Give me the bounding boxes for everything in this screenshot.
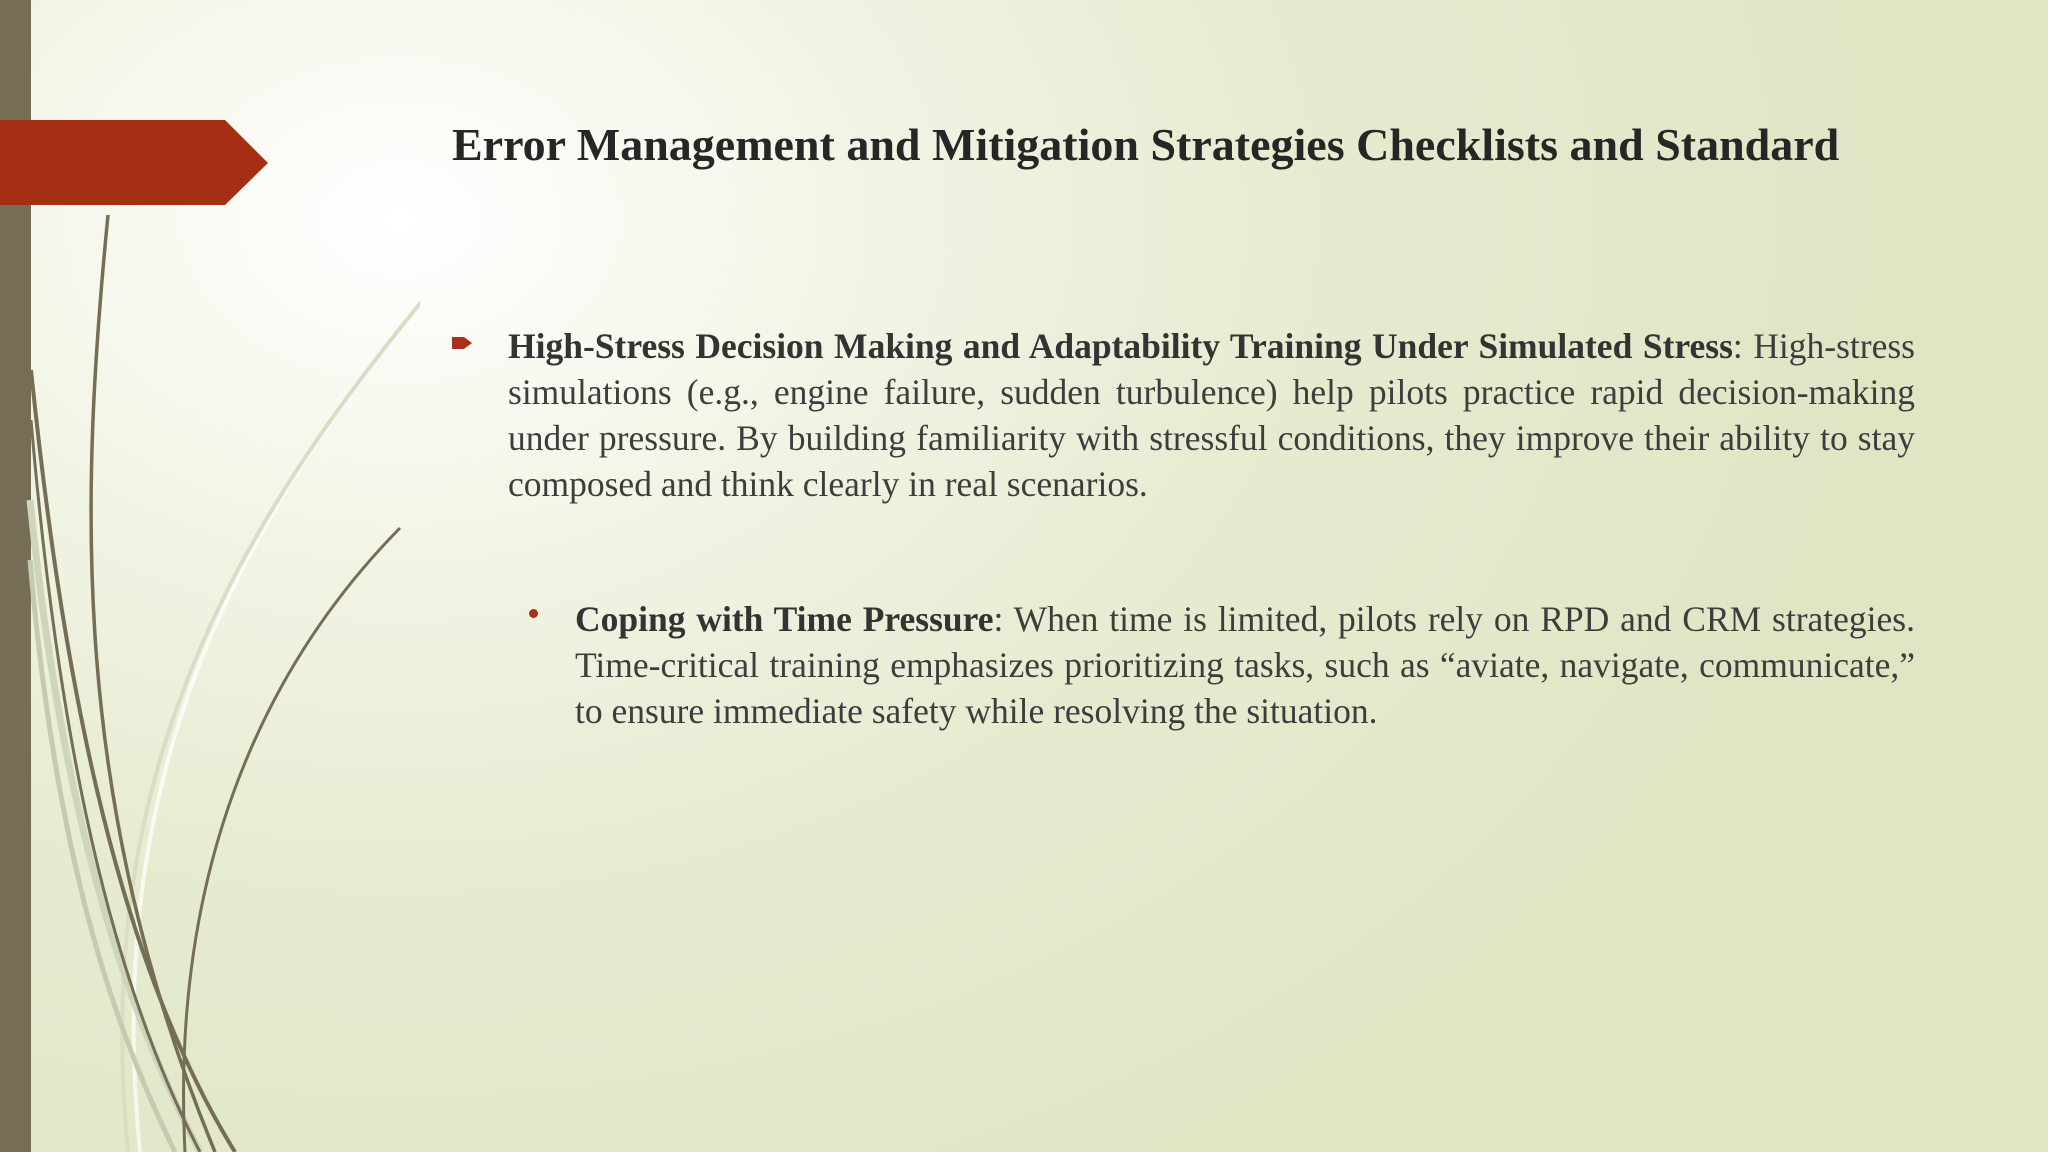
title-accent-tab-shape [0, 120, 268, 205]
sub-bullet-heading: Coping with Time Pressure [575, 599, 994, 639]
decorative-curve [91, 215, 215, 1152]
slide-title: Error Management and Mitigation Strategies Checklists and Standard [452, 119, 1840, 170]
dot-bullet-icon [529, 609, 538, 618]
decorative-curve [134, 230, 420, 1152]
bullet-item-high-stress [508, 323, 1915, 507]
arrow-bullet-icon [452, 334, 474, 352]
bullet-text: High-stress simulations (e.g., engine failure, sudden turbulence) help pilots practice rapid decision-making under pressure. By building familiarity with stressful conditions, they improve their ability to stay composed and think clearly in real scenarios. [508, 326, 1915, 504]
sub-bullet-text: When time is limited, pilots rely on RPD and CRM strategies. Time-critical training emphasizes prioritizing tasks, such as “aviate, navigate, communicate,” to ensure immediate safety while resolving the situation. [575, 599, 1915, 731]
bullet-heading: High-Stress Decision Making and Adaptability Training Under Simulated Stress [508, 326, 1733, 366]
sub-bullet-item-time-pressure [575, 596, 1915, 734]
title-accent-tab [0, 120, 270, 206]
decorative-curve [30, 500, 200, 1152]
sub-bullet-separator: : [993, 599, 1004, 639]
bullet-separator: : [1732, 326, 1743, 366]
